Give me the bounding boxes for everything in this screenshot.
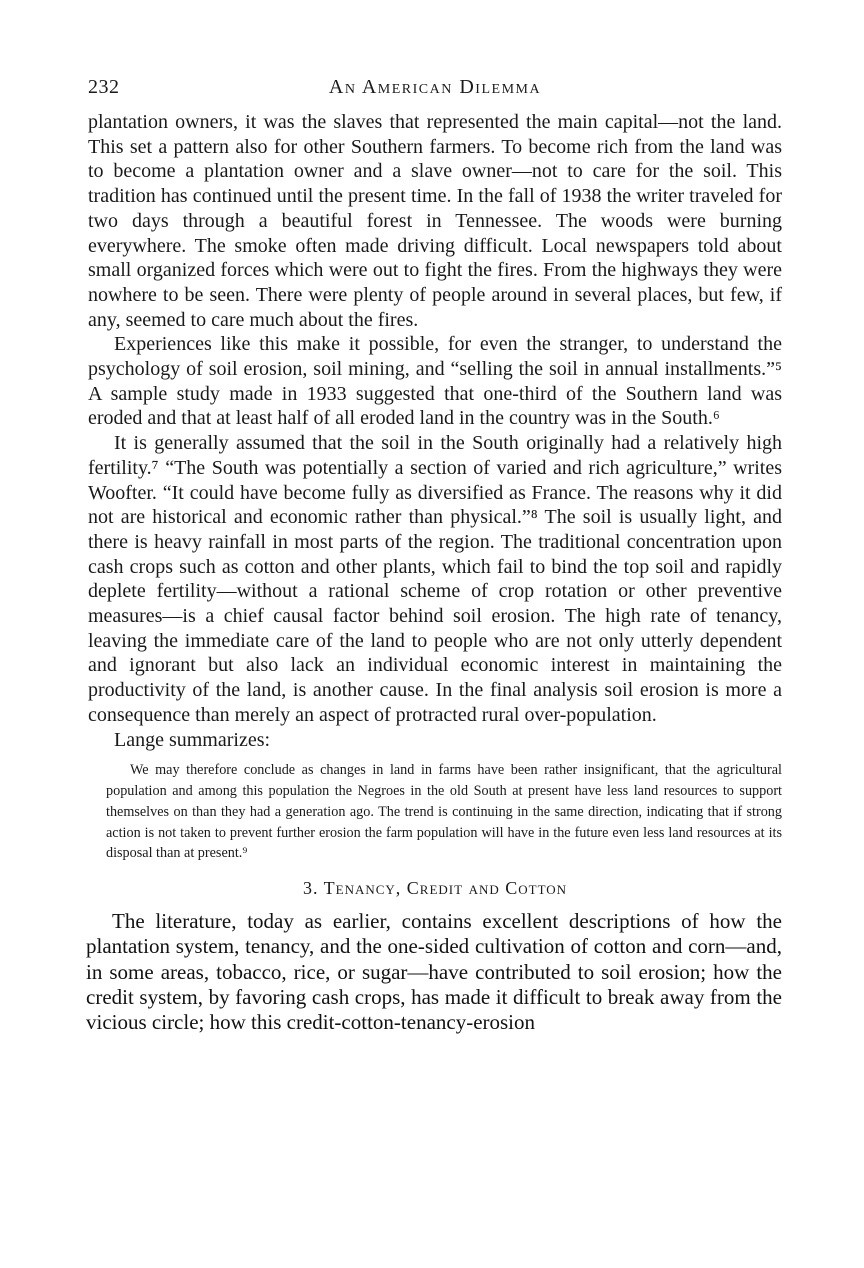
paragraph-continued: plantation owners, it was the slaves that represented the main capital—not the land. This set a pattern also for other Southern farmers. To become rich from the land was to become a plantation owner and a slave owner—not to care for the soil. This tradition has continued until the present time. In the fall of 1938 the writer traveled for two days through a beautiful forest in Tennessee. The woods were burning everywhere. The smoke often made driving difficult. Local newspapers told about small organized forces which were out to fight the fires. From the highways they were nowhere to be seen. There were plenty of people around in several places, but few, if any, seemed to care much about the fires.: [88, 111, 782, 331]
paragraph: Experiences like this make it possible, for even the stranger, to understand the psychology of soil erosion, soil mining, and “selling the soil in annual installments.”⁵ A sample study made in 1933 suggested that one-third of the Southern land was eroded and that at least half of all eroded land in the country was in the South.⁶: [88, 333, 782, 430]
book-page: [88, 76, 782, 1035]
page-number: 232: [88, 76, 120, 98]
section-paragraph: The literature, today as earlier, contains excellent descriptions of how the plantation system, tenancy, and the one-sided cultivation of cotton and corn—and, in some areas, tobacco, rice, or sugar—have contributed to soil erosion; how the credit system, by favoring cash crops, has made it difficult to break away from the vicious circle; how this credit-cotton-tenancy-erosion: [86, 909, 782, 1035]
paragraph: It is generally assumed that the soil in the South originally had a relatively high fertility.⁷ “The South was potentially a section of varied and rich agriculture,” writes Woofter. “It could have become fully as diversified as France. The reasons why it did not are historical and economic rather than physical.”⁸ The soil is usually light, and there is heavy rainfall in most parts of the region. The traditional concentration upon cash crops such as cotton and other plants, which fail to bind the top soil and rapidly deplete fertility—without a rational scheme of crop rotation or other preventive measures—is a chief causal factor behind soil erosion. The high rate of tenancy, leaving the immediate care of the land to people who are not only utterly dependent and ignorant but also lack an individual economic interest in maintaining the productivity of the land, is another cause. In the final analysis soil erosion is more a consequence than merely an aspect of protracted rural over-population.: [88, 432, 782, 726]
body-text: [88, 110, 782, 752]
section-heading: 3. Tenancy, Credit and Cotton: [302, 878, 568, 899]
quote-intro: Lange summarizes:: [114, 728, 271, 751]
running-title: An American Dilemma: [328, 76, 542, 98]
block-quote: We may therefore conclude as changes in land in farms have been rather insignificant, that the agricultural population and among this population the Negroes in the old South at present have less land resources to support themselves on than they had a generation ago. The trend is continuing in the same direction, indicating that if strong action is not taken to prevent further erosion the farm population will have in the future even less land resources at its disposal than at present.⁹: [106, 762, 782, 862]
page-header: [88, 76, 782, 110]
